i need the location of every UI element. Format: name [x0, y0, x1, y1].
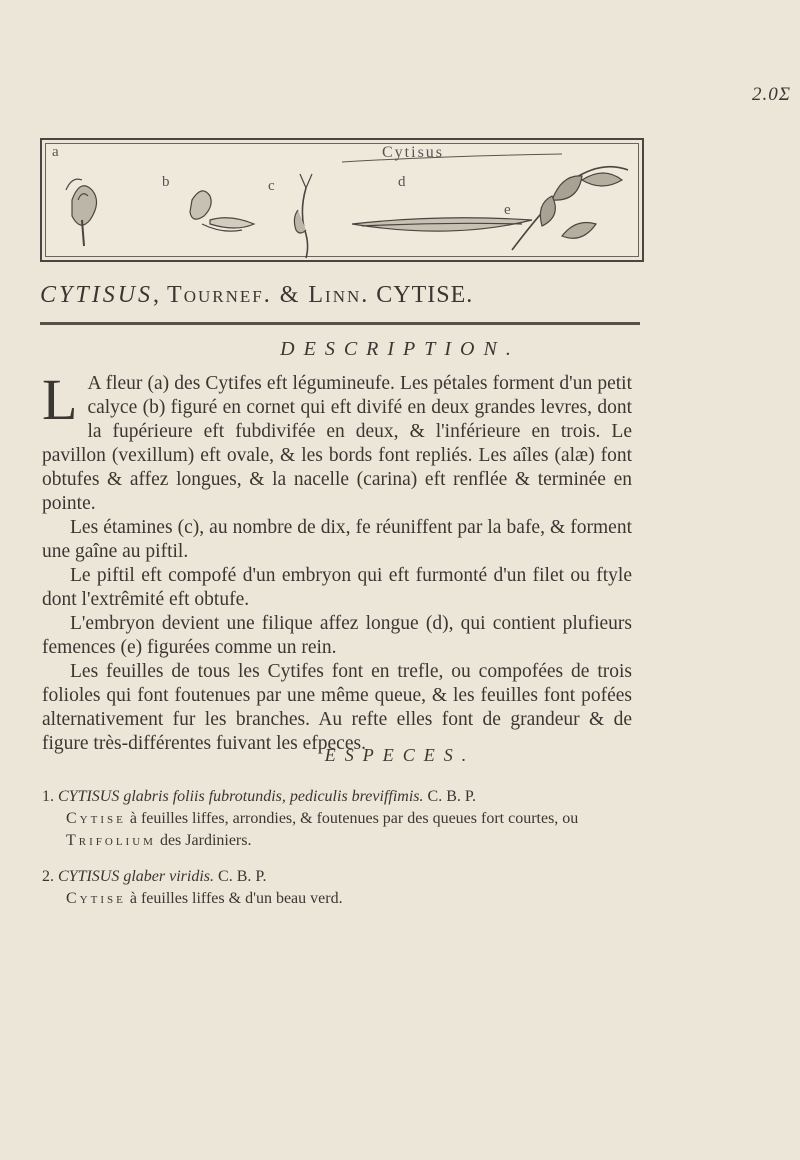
- flower-a-drawing: [66, 179, 97, 246]
- genus-name: CYTISUS: [40, 282, 154, 308]
- plate-illustration: [42, 140, 642, 260]
- plate-label-b: b: [162, 174, 170, 190]
- description-paragraph: Les feuilles de tous les Cytifes font en trefle, ou compofées de trois folioles qui font foutenues par une même queue, & les feuilles font pofées alternativement fur les branches. Au refte elles font de grandeur & de figure très-différentes fuivant les efpeces.: [42, 661, 632, 754]
- calyx-b-drawing: [190, 191, 254, 231]
- pod-d-drawing: [352, 218, 532, 231]
- plate-label-a: a: [52, 144, 59, 160]
- french-name: CYTISE.: [376, 282, 474, 308]
- stamens-c-drawing: [294, 174, 312, 258]
- plate-label-d: d: [398, 174, 406, 190]
- species-entry-2: [42, 866, 642, 910]
- species-ref: C. B. P.: [218, 868, 267, 885]
- species-heading: ESPECES.: [324, 745, 476, 765]
- species-alt-suffix: des Jardiniers.: [159, 832, 252, 849]
- species-french-desc: à feuilles liffes, arrondies, & foutenues par des queues fort courtes, ou: [129, 810, 579, 827]
- title-rule: [40, 322, 640, 325]
- species-french-name: Cytise: [66, 890, 126, 907]
- species-entry-1: [42, 786, 642, 852]
- description-paragraph: Le piftil eft compofé d'un embryon qui eft furmonté d'un filet ou ftyle dont l'extrêmité eft obtufe.: [42, 565, 632, 610]
- genus-title: [40, 282, 780, 309]
- species-french-desc: à feuilles liffes & d'un beau verd.: [129, 890, 343, 907]
- description-paragraph: Les étamines (c), au nombre de dix, fe réuniffent par la bafe, & forment une gaîne au piftil.: [42, 517, 632, 562]
- genus-authors: Tournef. & Linn.: [167, 282, 370, 308]
- plate-title: Cytisus: [382, 144, 445, 161]
- page-number: 2.0Ʃ: [752, 84, 792, 105]
- species-number: 2.: [42, 868, 54, 885]
- species-alt-name: Trifolium: [66, 832, 156, 849]
- species-latin: CYTISUS glaber viridis.: [58, 868, 215, 885]
- description-heading: DESCRIPTION.: [280, 338, 520, 360]
- description-paragraph: A fleur (a) des Cytifes eft légumineufe. Les pétales forment d'un petit calyce (b) figuré en cornet qui eft divifé en deux grandes levres, dont la fupérieure eft fubdivifée en deux, & l'inférieure en trois. Le pavillon (vexillum) eft ovale, & les bords font repliés. Les aîles (alæ) font obtufes & affez longues, & la nacelle (carina) eft renflée & terminée en pointe.: [42, 373, 632, 514]
- plate-label-c: c: [268, 178, 275, 194]
- description-text: [42, 367, 632, 756]
- plate-label-e: e: [504, 202, 511, 218]
- genus-separator: ,: [153, 282, 161, 308]
- species-french-name: Cytise: [66, 810, 126, 827]
- species-ref: C. B. P.: [427, 788, 476, 805]
- leaves-e-drawing: [512, 167, 628, 250]
- description-paragraph: L'embryon devient une filique affez longue (d), qui contient plufieurs femences (e) figurées comme un rein.: [42, 613, 632, 658]
- botanical-plate: [40, 138, 644, 262]
- species-latin: CYTISUS glabris foliis fubrotundis, pediculis breviffimis.: [58, 788, 424, 805]
- drop-cap: L: [42, 367, 78, 432]
- species-number: 1.: [42, 788, 54, 805]
